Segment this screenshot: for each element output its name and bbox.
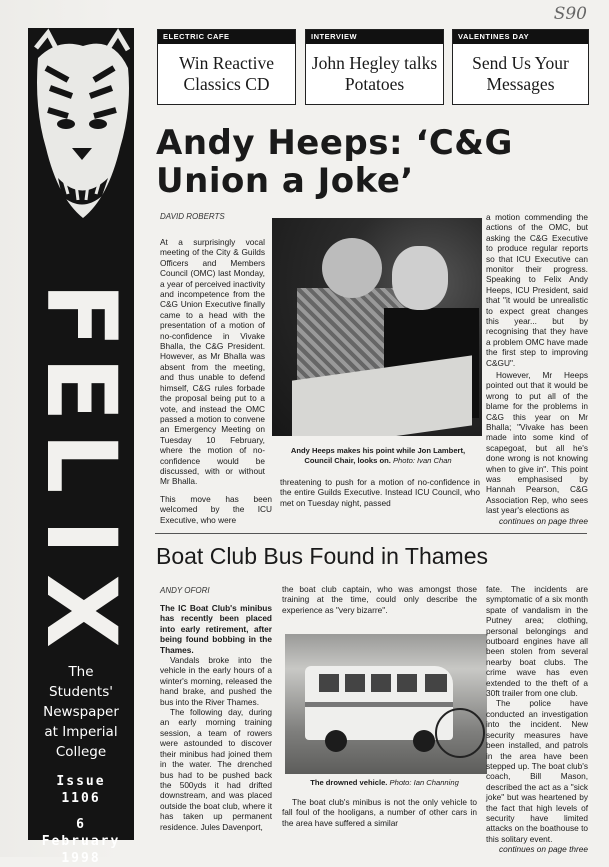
headline-line: Andy Heeps: ‘C&G xyxy=(156,123,513,163)
teaser-electric-cafe[interactable] xyxy=(157,29,296,105)
tagline-line: at Imperial xyxy=(44,724,118,740)
caption-text: Andy Heeps makes his point while Jon Lambert, Council Chair, looks on. xyxy=(290,446,466,465)
article1-column-3 xyxy=(486,212,588,368)
paragraph: At a surprisingly vocal meeting of the City & Guilds Officers and Members Council (OMC) last Monday, a year of perceived inactivity and incompetence from the C&G Union Executive finally came to a head with the presentation of a motion of no-confidence in Vivake Bhalla, the C&G President. However, as Mr Bhalla was absent from the meeting, and thus unable to defend himself, C&G rules forbade the proposal being put to a vote, and instead the OMC passed a motion to convene an Emergency Meeting on Tuesday 10 February, where the motion of no-confidence would be discussed, with or without Mr Bhalla. xyxy=(160,237,265,487)
paragraph: The boat club's minibus is not the only vehicle to fall foul of the hooligans, a number of other cars in the area have suffered a similar xyxy=(282,797,477,828)
paragraph: a motion commending the actions of the OMC, but asking the C&G Executive to produce regular reports so that ICU Executive can monitor their progress. Speaking to Felix Andy Heeps, ICU President, said that "it would be unrealistic to expect great changes this year... but by recognising that they have a problem OMC have made the first step to improving C&GU". xyxy=(486,212,588,368)
article2-photo xyxy=(285,634,487,774)
tagline-line: College xyxy=(55,744,107,760)
headline-line: Union a Joke’ xyxy=(156,161,414,201)
article1-column-2 xyxy=(280,477,480,508)
masthead-letter: L xyxy=(25,432,137,494)
issue-day: 6 xyxy=(76,817,86,832)
paragraph: the boat club captain, who was amongst those training at the time, could only describe the experience as "very bizarre". xyxy=(282,584,477,615)
bus-wheel xyxy=(413,730,435,752)
paragraph: This move has been welcomed by the ICU Executive, who were xyxy=(160,494,272,525)
issue-month: February xyxy=(41,834,121,849)
paragraph: threatening to push for a motion of no-confidence in the entire Guilds Executive. Instead ICU Council, who met on Tuesday night, passed xyxy=(280,477,480,508)
teaser-title-line: Potatoes xyxy=(344,74,405,94)
issue-number: 1106 xyxy=(61,791,101,806)
article1-caption xyxy=(276,446,480,465)
teaser-title xyxy=(306,53,443,95)
continues-link[interactable]: continues on page three xyxy=(498,515,588,526)
paragraph: fate. The incidents are symptomatic of a six month spate of vandalism in the Putney area; clothing, personal belongings and outboard engines have all been stolen from several nearby boat clubs. The crime wave has even extended to the theft of a 30ft trailer from one club. xyxy=(486,584,588,699)
article1-column-1-end xyxy=(160,494,272,525)
article1-photo xyxy=(272,218,482,436)
bus-window xyxy=(397,674,417,692)
caption-credit: Photo: Ivan Chan xyxy=(392,455,452,465)
paragraph: Vandals broke into the vehicle in the early hours of a winter's morning, released the hand brake, and pushed the bus into the River Thames. xyxy=(160,655,272,707)
bus-window xyxy=(371,674,391,692)
article2-column-2-bottom xyxy=(282,797,477,828)
lead-paragraph: The IC Boat Club's minibus has recently been placed into early retirement, after being found bobbing in the Thames. xyxy=(160,603,272,655)
continues-link[interactable]: continues on page three xyxy=(498,844,588,855)
teaser-valentines-day[interactable] xyxy=(452,29,589,105)
bus-window xyxy=(345,674,365,692)
article2-headline: Boat Club Bus Found in Thames xyxy=(156,543,488,569)
caption-text: The drowned vehicle. xyxy=(310,778,388,787)
bus-window xyxy=(319,674,339,692)
masthead-letter: X xyxy=(25,573,137,648)
bicycle-shape xyxy=(435,708,485,758)
teaser-title xyxy=(453,53,588,95)
teaser-title-line: Send Us Your xyxy=(472,53,569,73)
issue-year: 1998 xyxy=(61,851,101,866)
tagline-line: The xyxy=(68,664,94,680)
article2-column-2-top xyxy=(282,584,477,615)
masthead-letter: E xyxy=(25,356,137,422)
article2-caption xyxy=(282,778,487,788)
article2-column-3 xyxy=(486,584,588,855)
paragraph: The following day, during an early morning training session, a team of rowers were astounded to discover their minibus had joined them in the water. The drenched bus had to be pushed back the 500yds it had drifted downstream, and was placed outside the boat club, where it has taken up permanent residence. Jules Davenport, xyxy=(160,707,272,832)
bus-window xyxy=(425,674,447,692)
masthead-letter: I xyxy=(25,519,137,555)
article2-column-1 xyxy=(160,603,272,832)
article1-headline xyxy=(156,124,586,200)
person-shape xyxy=(392,246,448,310)
tagline-line: Newspaper xyxy=(43,704,119,720)
teaser-interview[interactable] xyxy=(305,29,444,105)
teaser-title-line: John Hegley talks xyxy=(311,53,438,73)
paragraph: The police have conducted an investigation into the incident. New security measures have been installed, and patrols in the area have been stepped up. The boat club's coach, Bill Mason, described the act as a "sick joke" but was heartened by the fact that high levels of security have limited attacks on the boathouse to this solitary event. xyxy=(486,698,588,844)
paragraph: However, Mr Heeps pointed out that it would be wrong to put all of the blame for the problems in C&G this year on Mr Bhalla; "Vivake has been made into some kind of scapegoat, but all he's done wrong is not knowing when to give in". This point was emphasised by Hannah Pearson, C&G Association Rep, who sees last year's elections as xyxy=(486,370,588,516)
tagline xyxy=(28,662,134,762)
article2-byline: ANDY OFORI xyxy=(160,586,210,595)
article1-column-3-cont xyxy=(486,370,588,526)
issue-label: Issue xyxy=(56,774,106,789)
caption-credit: Photo: Ian Channing xyxy=(389,778,459,787)
teaser-tag: INTERVIEW xyxy=(306,30,443,44)
article1-column-1 xyxy=(160,237,265,487)
teaser-title xyxy=(158,53,295,95)
teaser-title-line: Messages xyxy=(486,74,555,94)
teaser-tag: VALENTINES DAY xyxy=(453,30,588,44)
corner-mark: S90 xyxy=(553,4,587,24)
tiger-logo-icon xyxy=(28,28,134,253)
bus-wheel xyxy=(325,730,347,752)
teaser-tag: ELECTRIC CAFE xyxy=(158,30,295,44)
masthead-letter: F xyxy=(25,282,137,348)
masthead-sidebar xyxy=(25,28,137,866)
person-shape xyxy=(322,238,382,298)
tagline-line: Students' xyxy=(49,684,113,700)
article1-byline: DAVID ROBERTS xyxy=(160,212,225,221)
section-divider xyxy=(155,533,587,534)
issue-info xyxy=(28,773,134,867)
bus-stripe xyxy=(305,702,453,707)
masthead-title xyxy=(25,278,137,648)
teaser-title-line: Classics CD xyxy=(183,74,270,94)
teaser-title-line: Win Reactive xyxy=(178,53,275,73)
